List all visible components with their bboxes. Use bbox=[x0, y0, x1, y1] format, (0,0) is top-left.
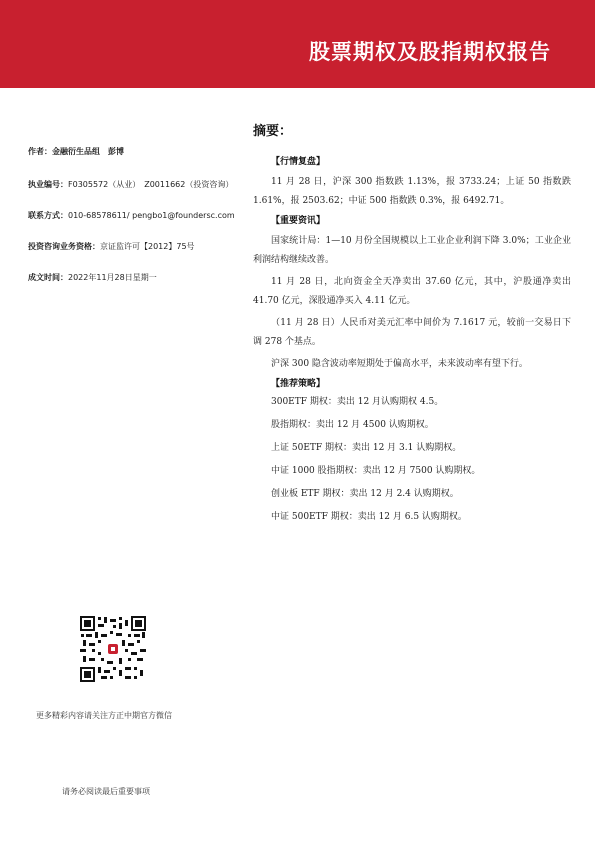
qualification-value: 京证监许可【2012】75号 bbox=[100, 242, 195, 251]
news-paragraph: 11 月 28 日，北向资金全天净卖出 37.60 亿元，其中，沪股通净卖出 41.70 亿元，深股通净买入 4.11 亿元。 bbox=[253, 277, 571, 306]
qr-code-icon bbox=[80, 616, 146, 682]
date-row bbox=[28, 272, 157, 283]
license-label: 执业编号： bbox=[28, 180, 68, 189]
qr-caption: 更多精彩内容请关注方正中期官方微信 bbox=[36, 711, 172, 720]
report-title: 股票期权及股指期权报告 bbox=[309, 40, 551, 64]
footer-disclaimer-note: 请务必阅读最后重要事项 bbox=[62, 787, 150, 796]
license-row bbox=[28, 179, 233, 190]
news-heading: 【重要资讯】 bbox=[271, 216, 326, 226]
strategy-item: 创业板 ETF 期权：卖出 12 月 2.4 认购期权。 bbox=[271, 489, 459, 499]
contact-row bbox=[28, 210, 235, 221]
license-value: F0305572（从业） Z0011662（投资咨询） bbox=[68, 180, 234, 189]
abstract-title: 摘要： bbox=[253, 124, 293, 139]
news-paragraph: 国家统计局：1—10 月份全国规模以上工业企业利润下降 3.0%；工业企业利润结构继续改善。 bbox=[253, 236, 571, 265]
date-label: 成文时间： bbox=[28, 273, 68, 282]
market-review-heading: 【行情复盘】 bbox=[271, 157, 326, 167]
market-review-paragraph: 11 月 28 日，沪深 300 指数跌 1.13%，报 3733.24；上证 50 指数跌 1.61%，报 2503.62；中证 500 指数跌 0.3%，报 6492.71。 bbox=[253, 177, 571, 206]
news-paragraph: （11 月 28 日）人民币对美元汇率中间价为 7.1617 元，较前一交易日下调 278 个基点。 bbox=[253, 318, 571, 347]
qualification-label: 投资咨询业务资格： bbox=[28, 242, 100, 251]
abstract-content bbox=[253, 155, 571, 533]
qualification-row bbox=[28, 241, 195, 252]
strategy-item: 股指期权：卖出 12 月 4500 认购期权。 bbox=[271, 420, 434, 430]
author-value: 金融衍生品组 彭博 bbox=[52, 147, 124, 156]
author-row bbox=[28, 146, 124, 157]
author-label: 作者： bbox=[28, 147, 52, 156]
date-value: 2022年11月28日星期一 bbox=[68, 273, 157, 282]
strategy-item: 上证 50ETF 期权：卖出 12 月 3.1 认购期权。 bbox=[271, 443, 462, 453]
contact-value[interactable]: 010-68578611/ pengbo1@foundersc.com bbox=[68, 211, 235, 220]
strategy-item: 中证 500ETF 期权：卖出 12 月 6.5 认购期权。 bbox=[271, 512, 467, 522]
strategy-item: 中证 1000 股指期权：卖出 12 月 7500 认购期权。 bbox=[271, 466, 481, 476]
news-paragraph: 沪深 300 隐含波动率短期处于偏高水平，未来波动率有望下行。 bbox=[271, 359, 528, 369]
strategy-heading: 【推荐策略】 bbox=[271, 379, 326, 389]
strategy-item: 300ETF 期权：卖出 12 月认购期权 4.5。 bbox=[271, 397, 444, 407]
contact-label: 联系方式： bbox=[28, 211, 68, 220]
